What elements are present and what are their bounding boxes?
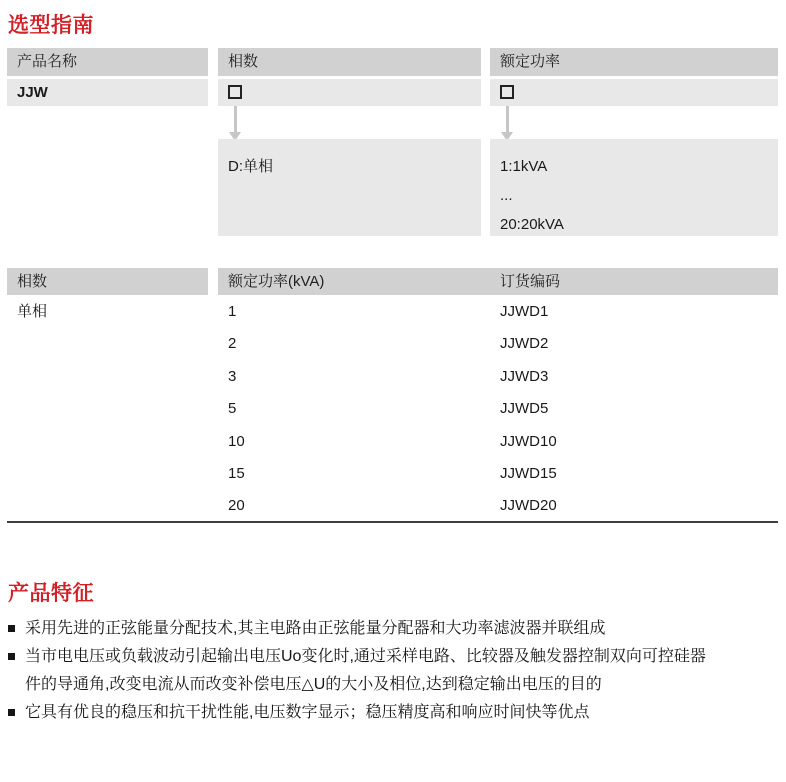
cell-phase (7, 328, 218, 360)
cell-code: JJWD10 (500, 432, 557, 450)
cell-phase (7, 361, 218, 393)
table-row (7, 328, 778, 360)
table-row (7, 296, 778, 328)
bullet-square-icon (8, 625, 15, 632)
selection-value-rated-power (490, 79, 778, 106)
cell-code: JJWD20 (500, 497, 557, 515)
product-code-label: JJW (17, 84, 48, 101)
cell-power: 1 (228, 303, 237, 320)
selection-guide-title: 选型指南 (8, 14, 94, 37)
cell-code: JJWD1 (500, 303, 549, 320)
order-table-body (7, 296, 778, 523)
order-header-order-code: 订货编码 (490, 268, 778, 295)
feature-text: 采用先进的正弦能量分配技术,其主电路由正弦能量分配器和大功率滤波器并联组成 (25, 620, 606, 637)
selection-header-phase: 相数 (218, 48, 481, 76)
phase-placeholder-box-icon (228, 85, 242, 99)
bullet-square-icon (8, 709, 15, 716)
order-header-rated-power: 额定功率(kVA) (218, 268, 490, 295)
power-option-ellipsis: ... (500, 187, 513, 204)
power-option-max: 20:20kVA (500, 216, 564, 233)
product-features-title: 产品特征 (8, 582, 94, 605)
cell-code: JJWD15 (500, 464, 557, 482)
table-row (7, 393, 778, 425)
selection-header-rated-power: 额定功率 (490, 48, 778, 76)
feature-text: 当市电电压或负载波动引起输出电压Uo变化时,通过采样电路、比较器及触发器控制双向可控硅器件的导通角,改变电流从而改变补偿电压△U的大小及相位,达到稳定输出电压的目的 (25, 648, 706, 693)
power-arrow-stem (506, 106, 509, 133)
selection-value-product-name (7, 79, 208, 106)
table-bottom-rule (7, 521, 778, 523)
power-option-min: 1:1kVA (500, 158, 548, 175)
power-options-box (490, 139, 778, 236)
cell-phase (7, 490, 218, 522)
cell-power: 20 (228, 497, 245, 515)
feature-list (8, 615, 712, 727)
cell-phase: 单相 (17, 303, 48, 320)
phase-arrow-stem (234, 106, 237, 133)
feature-text: 它具有优良的稳压和抗干扰性能,电压数字显示；稳压精度高和响应时间快等优点 (25, 704, 590, 721)
table-row (7, 458, 778, 490)
list-item (8, 699, 712, 727)
table-row (7, 490, 778, 522)
list-item (8, 615, 712, 643)
phase-options-box (218, 139, 481, 236)
cell-power: 2 (228, 335, 237, 353)
cell-power: 5 (228, 400, 237, 418)
cell-phase (7, 458, 218, 490)
cell-power: 10 (228, 432, 245, 450)
table-row (7, 361, 778, 393)
list-item (8, 643, 712, 699)
table-row (7, 426, 778, 458)
power-placeholder-box-icon (500, 85, 514, 99)
cell-code: JJWD2 (500, 335, 549, 353)
order-header-phase: 相数 (7, 268, 208, 295)
cell-phase (7, 426, 218, 458)
cell-code: JJWD5 (500, 400, 549, 418)
phase-option-single: D:单相 (228, 158, 274, 175)
cell-power: 15 (228, 464, 245, 482)
selection-header-product-name: 产品名称 (7, 48, 208, 76)
bullet-square-icon (8, 653, 15, 660)
selection-value-phase (218, 79, 481, 106)
cell-power: 3 (228, 367, 237, 385)
cell-code: JJWD3 (500, 367, 549, 385)
cell-phase (7, 393, 218, 425)
